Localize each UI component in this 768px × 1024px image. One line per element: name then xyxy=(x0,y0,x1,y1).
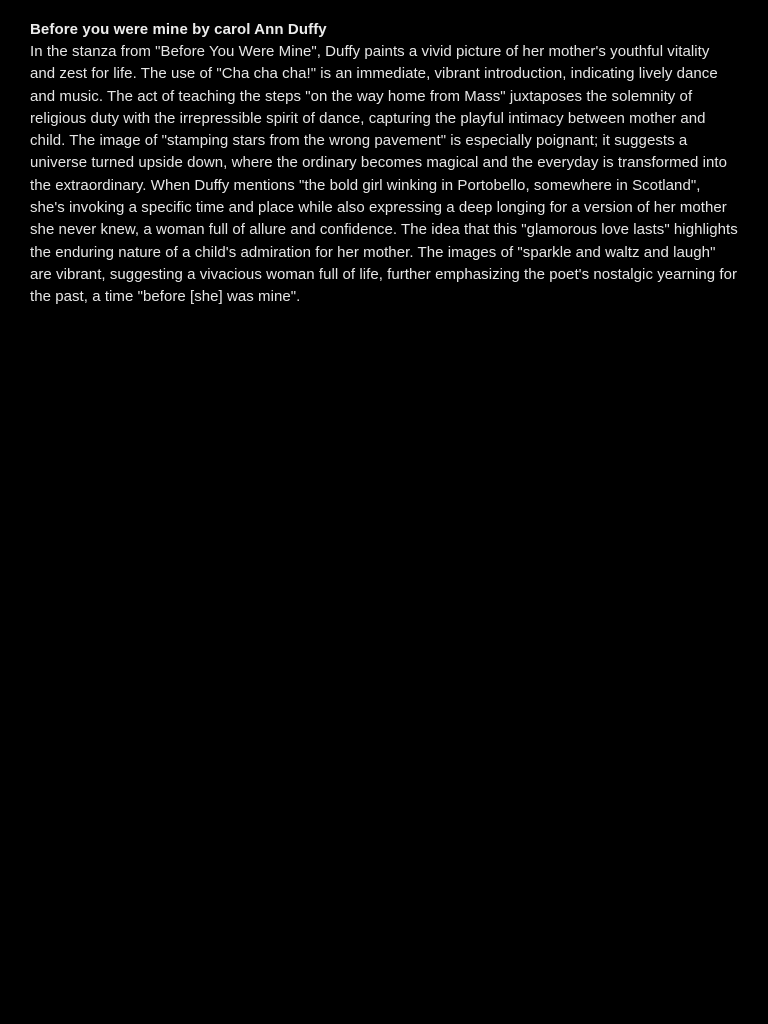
document-body: In the stanza from "Before You Were Mine", Duffy paints a vivid picture of her mother's youthful vitality and zest for life. The use of "Cha cha cha!" is an immediate, vibrant introduction, indicating lively dance and music. The act of teaching the steps "on the way home from Mass" juxtaposes the solemnity of religious duty with the irrepressible spirit of dance, capturing the playful intimacy between mother and child. The image of "stamping stars from the wrong pavement" is especially poignant; it suggests a universe turned upside down, where the ordinary becomes magical and the everyday is transformed into the extraordinary. When Duffy mentions "the bold girl winking in Portobello, somewhere in Scotland", she's invoking a specific time and place while also expressing a deep longing for a version of her mother she never knew, a woman full of allure and confidence. The idea that this "glamorous love lasts" highlights the enduring nature of a child's admiration for her mother. The images of "sparkle and waltz and laugh" are vibrant, suggesting a vivacious woman full of life, further emphasizing the poet's nostalgic yearning for the past, a time "before [she] was mine". xyxy=(30,43,738,306)
document-title: Before you were mine by carol Ann Duffy xyxy=(30,21,327,38)
